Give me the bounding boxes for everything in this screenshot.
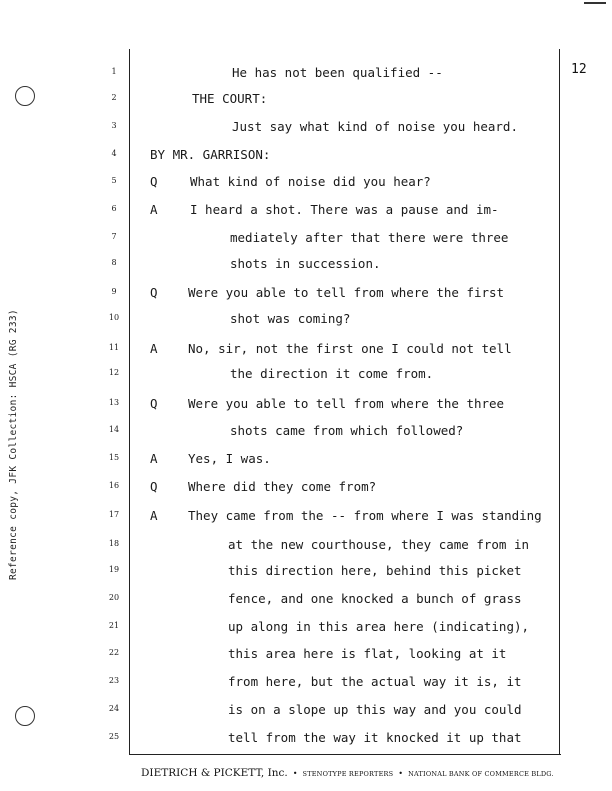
transcript-line [0, 254, 560, 276]
line-number: 18 [108, 539, 120, 548]
line-number: 14 [108, 425, 120, 434]
line-number: 25 [108, 732, 120, 741]
line-number: 23 [108, 676, 120, 685]
line-text: THE COURT: [192, 91, 268, 106]
line-number: 13 [108, 398, 120, 407]
transcript-line [0, 283, 560, 305]
transcript-line [0, 561, 560, 583]
transcript-line [0, 228, 560, 250]
line-text: fence, and one knocked a bunch of grass [228, 591, 522, 606]
transcript-line [0, 700, 560, 722]
line-text: No, sir, not the first one I could not tell [188, 341, 512, 356]
footer-service: STENOTYPE REPORTERS [302, 770, 394, 778]
transcript-line [0, 672, 560, 694]
line-number: 2 [111, 93, 117, 102]
line-text: Were you able to tell from where the first [188, 285, 505, 300]
transcript-line [0, 339, 560, 361]
footer-separator: • [398, 769, 404, 778]
transcript-line [0, 506, 560, 528]
line-text: Where did they come from? [188, 479, 377, 494]
transcript-line [0, 117, 560, 139]
line-text: shot was coming? [230, 311, 351, 326]
line-text: BY MR. GARRISON: [150, 147, 271, 162]
line-number: 20 [108, 593, 120, 602]
archive-reference-note: Reference copy, JFK Collection: HSCA (RG 233) [8, 309, 19, 580]
margin-rule-bottom [129, 754, 561, 755]
speaker-marker: A [150, 202, 158, 217]
transcript-line [0, 617, 560, 639]
speaker-marker: A [150, 341, 158, 356]
line-number: 17 [108, 510, 120, 519]
line-number: 9 [111, 287, 117, 296]
footer-separator: • [292, 769, 298, 778]
line-number: 3 [111, 121, 117, 130]
speaker-marker: Q [150, 396, 158, 411]
speaker-marker: A [150, 451, 158, 466]
line-text: from here, but the actual way it is, it [228, 674, 522, 689]
reporter-footer [141, 761, 561, 780]
line-text: He has not been qualified -- [232, 65, 443, 80]
transcript-line [0, 449, 560, 471]
line-text: Were you able to tell from where the three [188, 396, 505, 411]
transcript-line [0, 589, 560, 611]
line-text: is on a slope up this way and you could [228, 702, 522, 717]
line-number: 16 [108, 481, 120, 490]
top-edge-mark [584, 2, 606, 4]
line-number: 24 [108, 704, 120, 713]
line-text: mediately after that there were three [230, 230, 509, 245]
line-text: shots came from which followed? [230, 423, 464, 438]
transcript-line [0, 644, 560, 666]
transcript-line [0, 477, 560, 499]
line-number: 4 [111, 149, 117, 158]
line-text: What kind of noise did you hear? [190, 174, 431, 189]
footer-address: NATIONAL BANK OF COMMERCE BLDG. [408, 770, 554, 778]
line-text: tell from the way it knocked it up that [228, 730, 522, 745]
transcript-line [0, 89, 560, 111]
transcript-line [0, 421, 560, 443]
line-number: 19 [108, 565, 120, 574]
line-text: at the new courthouse, they came from in [228, 537, 530, 552]
transcript-line [0, 394, 560, 416]
line-number: 6 [111, 204, 117, 213]
line-text: Just say what kind of noise you heard. [232, 119, 518, 134]
line-number: 12 [108, 368, 120, 377]
speaker-marker: Q [150, 285, 158, 300]
speaker-marker: Q [150, 479, 158, 494]
line-text: this area here is flat, looking at it [228, 646, 507, 661]
line-text: Yes, I was. [188, 451, 271, 466]
transcript-line [0, 535, 560, 557]
transcript-line [0, 200, 560, 222]
transcript-line [0, 63, 560, 85]
line-number: 7 [111, 232, 117, 241]
line-number: 10 [108, 313, 120, 322]
page-number: 12 [571, 62, 587, 77]
line-text: up along in this area here (indicating), [228, 619, 530, 634]
transcript-line [0, 172, 560, 194]
line-text: shots in succession. [230, 256, 381, 271]
footer-firm-name: DIETRICH & PICKETT, Inc. [141, 767, 288, 779]
line-number: 15 [108, 453, 120, 462]
line-text: I heard a shot. There was a pause and im- [190, 202, 499, 217]
line-number: 21 [108, 621, 120, 630]
transcript-line [0, 364, 560, 386]
transcript-line [0, 309, 560, 331]
line-number: 22 [108, 648, 120, 657]
transcript-line [0, 728, 560, 750]
line-number: 11 [108, 343, 120, 352]
line-number: 5 [111, 176, 117, 185]
transcript-line [0, 145, 560, 167]
line-number: 1 [111, 67, 117, 76]
line-text: They came from the -- from where I was standing [188, 508, 542, 523]
speaker-marker: A [150, 508, 158, 523]
line-text: this direction here, behind this picket [228, 563, 522, 578]
speaker-marker: Q [150, 174, 158, 189]
line-text: the direction it come from. [230, 366, 434, 381]
line-number: 8 [111, 258, 117, 267]
